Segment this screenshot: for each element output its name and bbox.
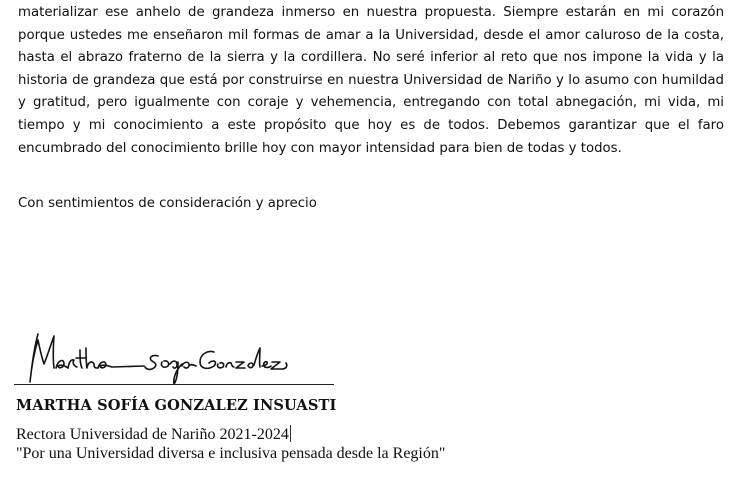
letter-body-paragraph: materializar ese anhelo de grandeza inmerso en nuestra propuesta. Siempre estarán en mi corazón porque ustedes me enseñaron mil formas de amar a la Universidad, desde el amor caluroso de la costa, hasta el abrazo fraterno de la sierra y la cordillera. No seré inferior al reto que nos impone la vida y la historia de grandeza que está por construirse en nuestra Universidad de Nariño y lo asumo con humildad y gratitud, pero igualmente con coraje y vehemencia, entregando con total abnegación, mi vida, mi tiempo y mi conocimiento a este propósito que hoy es de todos. Debemos garantizar que el faro encumbrado del conocimiento brille hoy con mayor intensidad para bien de todas y todos. (18, 5, 724, 156)
text-cursor (290, 425, 291, 442)
handwritten-signature (24, 328, 294, 386)
letter-closing: Con sentimientos de consideración y aprecio (18, 196, 317, 211)
signature-line (14, 384, 334, 385)
signer-name: MARTHA SOFÍA GONZALEZ INSUASTI (16, 397, 337, 414)
signer-motto: "Por una Universidad diversa e inclusiva pensada desde la Región" (16, 445, 446, 462)
signer-role-line (16, 425, 291, 444)
signer-role: Rectora Universidad de Nariño 2021-2024 (16, 426, 289, 443)
